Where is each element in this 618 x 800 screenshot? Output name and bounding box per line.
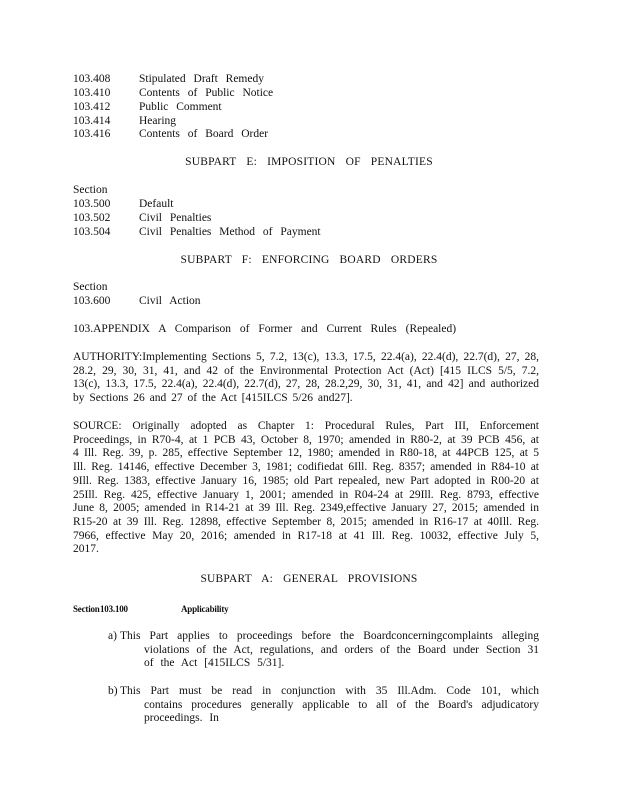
toc-row (73, 101, 222, 115)
toc-title: Contents of Board Order (139, 128, 269, 140)
toc-number: 103.416 (73, 128, 111, 140)
source-paragraph: SOURCE: Originally adopted as Chapter 1: Procedural Rules, Part III, Enforcement Proceedings, in R70-4, at 1 PCB 43, October 8, 1970; amended in R80-2, at 39 PCB 456, at 4 Ill. Reg. 39, p. 285, effective September 12, 1980; amended in R80-18, at 44PCB 125, at 5 Ill. Reg. 14146, effective December 3, 1981; codifiedat 6Ill. Reg. 8357; amended in R84-10 at 9Ill. Reg. 1383, effective January 16, 1985; old Part repealed, new Part adopted in R00-20 at 25Ill. Reg. 425, effective January 1, 2001; amended in R04-24 at 29Ill. Reg. 8793, effective June 8, 2005; amended in R14-21 at 39 Ill. Reg. 2349,effective January 27, 2015; amended in R15-20 at 39 Ill. Reg. 12898, effective September 8, 2015; amended in R16-17 at 40Ill. Reg. 7966, effective May 20, 2016; amended in R17-18 at 41 Ill. Reg. 10032, effective July 5, 2017. (73, 420, 539, 556)
toc-title: Civil Action (139, 295, 201, 307)
toc-title: Contents of Public Notice (139, 87, 274, 99)
section-label: Section (73, 281, 108, 293)
list-item (108, 630, 539, 671)
toc-title: Public Comment (139, 101, 222, 113)
item-marker: a) (108, 630, 117, 642)
section-heading (73, 603, 229, 617)
toc-title: Civil Penalties (139, 212, 212, 224)
section-heading-title: Applicability (181, 604, 229, 614)
toc-number: 103.410 (73, 87, 111, 99)
subpart-e-heading: SUBPART E: IMPOSITION OF PENALTIES (185, 156, 433, 168)
item-marker: b) (108, 685, 118, 697)
toc-title: Hearing (139, 115, 177, 127)
toc-row (73, 295, 201, 309)
toc-number: 103.504 (73, 226, 111, 238)
section-heading-number: 103.100 (100, 604, 128, 614)
toc-number: 103.500 (73, 198, 111, 210)
toc-number: 103.600 (73, 295, 111, 307)
toc-row (73, 87, 273, 101)
toc-row (73, 212, 211, 226)
toc-row (73, 198, 173, 212)
subpart-f-heading: SUBPART F: ENFORCING BOARD ORDERS (180, 254, 438, 266)
toc-row (73, 128, 268, 142)
toc-title: Default (139, 198, 174, 210)
toc-number: 103.408 (73, 73, 111, 85)
section-heading-label: Section (73, 604, 100, 614)
toc-row (73, 226, 321, 240)
item-text: This Part must be read in conjunction with 35 Ill.Adm. Code 101, which contains procedures generally applicable to all of the Board's adjudicatory proceedings. In (120, 685, 539, 725)
toc-row (73, 115, 176, 129)
toc-title: Civil Penalties Method of Payment (139, 226, 321, 238)
toc-number: 103.502 (73, 212, 111, 224)
authority-paragraph: AUTHORITY:Implementing Sections 5, 7.2, 13(c), 13.3, 17.5, 22.4(a), 22.4(d), 22.7(d), 27, 28, 28.2, 29, 30, 31, 41, and 42 of the Environmental Protection Act (Act) [415 ILCS 5/5, 7.2, 13(c), 13.3, 17.5, 22.4(a), 22.4(d), 22.7(d), 27, 28, 28.2,29, 30, 31, 41, and 42] and authorized by Sections 26 and 27 of the Act [415ILCS 5/26 and27]. (73, 351, 539, 405)
list-item (108, 685, 539, 726)
toc-number: 103.412 (73, 101, 111, 113)
appendix-line: 103.APPENDIX A Comparison of Former and Current Rules (Repealed) (73, 323, 457, 335)
toc-number: 103.414 (73, 115, 111, 127)
section-label: Section (73, 184, 108, 196)
toc-row (73, 73, 264, 87)
toc-title: Stipulated Draft Remedy (139, 73, 264, 85)
item-text: This Part applies to proceedings before the Boardconcerningcomplaints alleging violations of the Act, regulations, and orders of the Board under Section 31 of the Act [415ILCS 5/31]. (120, 630, 539, 670)
subpart-a-heading: SUBPART A: GENERAL PROVISIONS (200, 573, 418, 585)
